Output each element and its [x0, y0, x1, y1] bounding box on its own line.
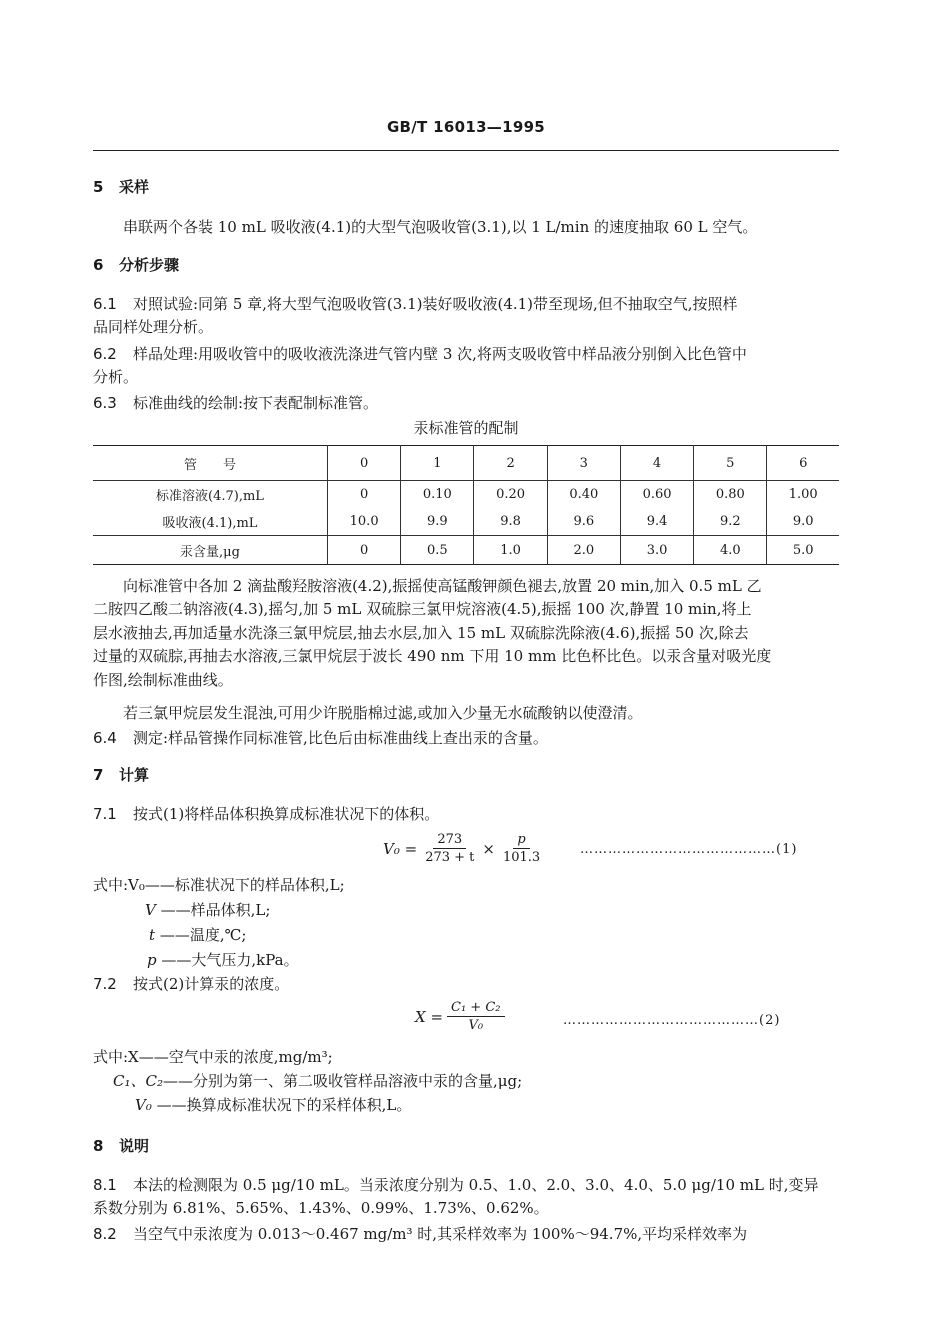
fraction	[421, 832, 478, 865]
formula-2-definitions	[93, 1045, 839, 1117]
definition-symbol: t	[149, 926, 156, 944]
table-row	[93, 508, 839, 536]
procedure-line: 向标准管中各加 2 滴盐酸羟胺溶液(4.2),振摇使高锰酸钾颜色褪去,放置 20 min,加入 0.5 mL 乙	[123, 577, 762, 595]
table-caption: 汞标准管的配制	[413, 419, 519, 437]
formula-1	[383, 832, 548, 865]
table-header-cell: 2	[474, 446, 547, 481]
formula-1-definitions	[93, 873, 839, 973]
definition-text: ——大气压力,kPa。	[161, 951, 299, 969]
clause-text: 标准曲线的绘制:按下表配制标准管。	[133, 394, 379, 412]
table-cell: 9.2	[694, 508, 767, 536]
clause-text: 对照试验:同第 5 章,将大型气泡吸收管(3.1)装好吸收液(4.1)带至现场,但不抽取空气,按照样	[133, 295, 738, 313]
formula-lhs: V₀ =	[383, 839, 418, 858]
table-header-cell: 3	[547, 446, 620, 481]
table-cell: 0.40	[547, 481, 620, 509]
clause-8-1	[93, 1174, 839, 1220]
equation-number: ……………………………………(2)	[563, 1013, 781, 1028]
clause-text: 按式(1)将样品体积换算成标准状况下的体积。	[133, 805, 440, 823]
table-row-label: 标准溶液(4.7),mL	[93, 481, 328, 509]
table-cell: 9.8	[474, 508, 547, 536]
section-5-paragraph: 串联两个各装 10 mL 吸收液(4.1)的大型气泡吸收管(3.1),以 1 L/min 的速度抽取 60 L 空气。	[123, 218, 758, 236]
clause-8-2	[93, 1223, 839, 1246]
clause-number: 6.1	[93, 295, 117, 313]
section-title: 分析步骤	[119, 256, 180, 274]
table-cell: 0.5	[401, 536, 474, 565]
denominator: V₀	[468, 1018, 484, 1033]
definition-text: ——分别为第一、第二吸收管样品溶液中汞的含量,μg;	[162, 1072, 523, 1090]
table-cell: 4.0	[694, 536, 767, 565]
clause-text: 测定:样品管操作同标准管,比色后由标准曲线上查出汞的含量。	[133, 729, 548, 747]
fraction	[447, 1000, 504, 1033]
table-cell: 9.4	[620, 508, 693, 536]
definition-row	[93, 948, 839, 973]
clause-text-cont: 分析。	[93, 368, 139, 386]
table-row	[93, 536, 839, 565]
standard-header: GB/T 16013—1995	[386, 118, 546, 136]
denominator: 273 + t	[425, 850, 475, 865]
numerator: p	[513, 832, 529, 849]
table-cell: 0	[328, 481, 401, 509]
definition-symbol: V	[145, 901, 156, 919]
clause-number: 6.4	[93, 729, 117, 747]
section-number: 5	[93, 178, 104, 196]
clause-text-cont: 品同样处理分析。	[93, 318, 214, 336]
standard-tube-table	[93, 445, 839, 565]
section-number: 6	[93, 256, 104, 274]
clause-6-4	[93, 727, 839, 750]
clause-text: 按式(2)计算汞的浓度。	[133, 975, 290, 993]
procedure-paragraph	[93, 575, 839, 692]
clause-number: 7.2	[93, 975, 117, 993]
section-5-heading	[93, 176, 839, 199]
table-header-cell: 6	[767, 446, 839, 481]
clause-7-2	[93, 973, 839, 996]
section-number: 8	[93, 1137, 104, 1155]
table-cell: 1.00	[767, 481, 839, 509]
section-title: 说明	[119, 1137, 150, 1155]
clause-6-2	[93, 343, 839, 389]
clause-number: 6.3	[93, 394, 117, 412]
table-cell: 0.10	[401, 481, 474, 509]
definition-text: ——温度,℃;	[159, 926, 247, 944]
procedure-line: 层水液抽去,再加适量水洗涤三氯甲烷层,抽去水层,加入 15 mL 双硫腙洗除液(4.6),振摇 50 次,除去	[93, 623, 749, 642]
table-cell: 9.0	[767, 508, 839, 536]
table-cell: 0.80	[694, 481, 767, 509]
equation-number: ……………………………………(1)	[580, 842, 798, 857]
table-cell: 3.0	[620, 536, 693, 565]
section-number: 7	[93, 766, 104, 784]
definition-row	[93, 1093, 839, 1117]
clause-text: 样品处理:用吸收管中的吸收液洗涤进气管内壁 3 次,将两支吸收管中样品液分别倒入比色管中	[133, 345, 747, 363]
definition-text: ——换算成标准状况下的采样体积,L。	[156, 1096, 412, 1114]
definition-row	[93, 898, 839, 923]
numerator: C₁ + C₂	[447, 1000, 504, 1017]
clause-number: 6.2	[93, 345, 117, 363]
clause-7-1	[93, 803, 839, 826]
clause-6-1	[93, 293, 839, 339]
table-row	[93, 481, 839, 509]
table-header-cell: 0	[328, 446, 401, 481]
procedure-line: 二胺四乙酸二钠溶液(4.3),摇匀,加 5 mL 双硫腙三氯甲烷溶液(4.5),振摇 100 次,静置 10 min,将上	[93, 600, 752, 619]
table-cell: 10.0	[328, 508, 401, 536]
table-header-cell: 4	[620, 446, 693, 481]
clause-text-cont: 系数分别为 6.81%、5.65%、1.43%、0.99%、1.73%、0.62%。	[93, 1199, 549, 1217]
table-cell: 5.0	[767, 536, 839, 565]
section-6-heading	[93, 254, 839, 277]
table-cell: 2.0	[547, 536, 620, 565]
clause-number: 8.1	[93, 1176, 117, 1194]
formula-2	[415, 1000, 509, 1033]
clause-number: 8.2	[93, 1225, 117, 1243]
definition-symbol: C₁、C₂	[113, 1072, 163, 1090]
section-title: 计算	[119, 766, 150, 784]
table-row-label: 吸收液(4.1),mL	[93, 508, 328, 536]
table-row-label: 汞含量,μg	[93, 536, 328, 565]
definition-row	[93, 873, 839, 898]
definition-text: ——标准状况下的样品体积,L;	[144, 876, 345, 894]
definition-row	[93, 1069, 839, 1093]
table-header-cell: 1	[401, 446, 474, 481]
clause-6-3	[93, 392, 839, 415]
clause-text: 本法的检测限为 0.5 μg/10 mL。当汞浓度分别为 0.5、1.0、2.0、3.0、4.0、5.0 μg/10 mL 时,变异	[133, 1176, 819, 1194]
section-8-heading	[93, 1135, 839, 1158]
table-cell: 0.20	[474, 481, 547, 509]
procedure-line: 过量的双硫腙,再抽去水溶液,三氯甲烷层于波长 490 nm 下用 10 mm 比色杯比色。以汞含量对吸光度	[93, 647, 772, 666]
section-7-heading	[93, 764, 839, 787]
formula-lhs: X =	[415, 1007, 444, 1026]
definition-symbol: 式中:V₀	[93, 876, 145, 894]
fraction	[499, 832, 544, 865]
table-header-cell: 管 号	[93, 446, 328, 481]
header-rule	[93, 150, 839, 151]
table-cell: 0	[328, 536, 401, 565]
definition-text: ——空气中汞的浓度,mg/m³;	[138, 1048, 333, 1066]
section-title: 采样	[119, 178, 150, 196]
table-cell: 0.60	[620, 481, 693, 509]
definition-row	[93, 923, 839, 948]
definition-text: ——样品体积,L;	[160, 901, 271, 919]
table-header-cell: 5	[694, 446, 767, 481]
table-cell: 1.0	[474, 536, 547, 565]
denominator: 101.3	[502, 850, 541, 865]
table-cell: 9.9	[401, 508, 474, 536]
table-header-row	[93, 446, 839, 481]
times-sign: ×	[482, 839, 495, 858]
definition-symbol: p	[147, 951, 157, 969]
definition-symbol: 式中:X	[93, 1048, 139, 1066]
definition-row	[93, 1045, 839, 1069]
clause-text: 当空气中汞浓度为 0.013～0.467 mg/m³ 时,其采样效率为 100%～94.7%,平均采样效率为	[133, 1225, 748, 1243]
numerator: 273	[433, 832, 466, 849]
turbidity-note: 若三氯甲烷层发生混浊,可用少许脱脂棉过滤,或加入少量无水硫酸钠以使澄清。	[123, 704, 643, 722]
procedure-line: 作图,绘制标准曲线。	[93, 670, 233, 689]
definition-symbol: V₀	[135, 1096, 152, 1114]
clause-number: 7.1	[93, 805, 117, 823]
table-cell: 9.6	[547, 508, 620, 536]
